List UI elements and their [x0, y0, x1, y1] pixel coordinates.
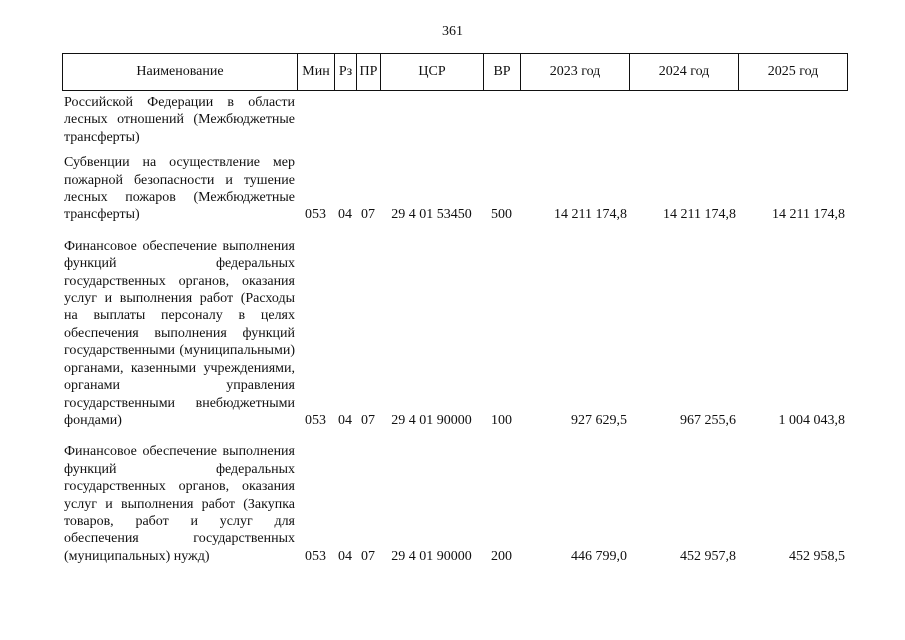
cell-2024: 967 255,6 [680, 412, 736, 428]
cell-csr: 29 4 01 90000 [391, 548, 472, 564]
cell-pr: 07 [361, 412, 375, 428]
cell-rz: 04 [338, 207, 352, 223]
cell-name: Субвенции на осуществление мер пожарной безопасности и тушение лесных пожаров (Межбюджетные трансферты) [64, 155, 295, 223]
header-csr: ЦСР [381, 54, 484, 91]
header-2025: 2025 год [739, 54, 848, 91]
table-row [62, 154, 847, 238]
cell-2023: 927 629,5 [571, 412, 627, 428]
cell-rz: 04 [338, 548, 352, 564]
cell-name: Финансовое обеспечение выполнения функций федеральных государственных органов, оказания услуг и выполнения работ (Закупка товаров, работ и услуг для обеспечения государственных (муниципальных) нужд) [64, 444, 295, 564]
header-name: Наименование [63, 54, 298, 91]
cell-2023: 446 799,0 [571, 548, 627, 564]
page-number: 361 [442, 24, 463, 39]
cell-csr [380, 94, 483, 154]
cell-2023 [520, 94, 629, 154]
header-rz: Рз [335, 54, 357, 91]
cell-min: 053 [305, 548, 326, 564]
cell-vr: 200 [491, 548, 512, 564]
cell-csr: 29 4 01 53450 [391, 207, 472, 223]
cell-pr: 07 [361, 548, 375, 564]
cell-pr: 07 [361, 207, 375, 223]
cell-rz [334, 94, 356, 154]
header-2024: 2024 год [630, 54, 739, 91]
header-2023: 2023 год [521, 54, 630, 91]
table-row [62, 443, 847, 579]
table-header [62, 53, 848, 91]
cell-csr: 29 4 01 90000 [391, 412, 472, 428]
table-row [62, 94, 847, 154]
cell-2025: 452 958,5 [789, 548, 845, 564]
header-vr: ВР [484, 54, 521, 91]
cell-name: Финансовое обеспечение выполнения функций федеральных государственных органов, оказания услуг и выполнения работ (Расходы на выплаты персоналу в целях обеспечения выполнения функций государственными (муниципальными) органами, казенными учреждениями, органами управления государственными внебюджетными фондами) [64, 238, 295, 428]
cell-2024 [629, 94, 738, 154]
cell-vr [483, 94, 520, 154]
table-body [62, 94, 847, 579]
header-pr: ПР [357, 54, 381, 91]
cell-2023: 14 211 174,8 [554, 207, 627, 223]
cell-name: Российской Федерации в области лесных отношений (Межбюджетные трансферты) [64, 95, 295, 145]
header-min: Мин [298, 54, 335, 91]
cell-min: 053 [305, 412, 326, 428]
cell-min: 053 [305, 207, 326, 223]
cell-2024: 452 957,8 [680, 548, 736, 564]
cell-vr: 100 [491, 412, 512, 428]
cell-2025: 1 004 043,8 [778, 412, 845, 428]
cell-vr: 500 [491, 207, 512, 223]
cell-2025: 14 211 174,8 [772, 207, 845, 223]
cell-rz: 04 [338, 412, 352, 428]
cell-pr [356, 94, 380, 154]
cell-2025 [738, 94, 847, 154]
cell-min [297, 94, 334, 154]
cell-2024: 14 211 174,8 [663, 207, 736, 223]
table-row [62, 238, 847, 443]
